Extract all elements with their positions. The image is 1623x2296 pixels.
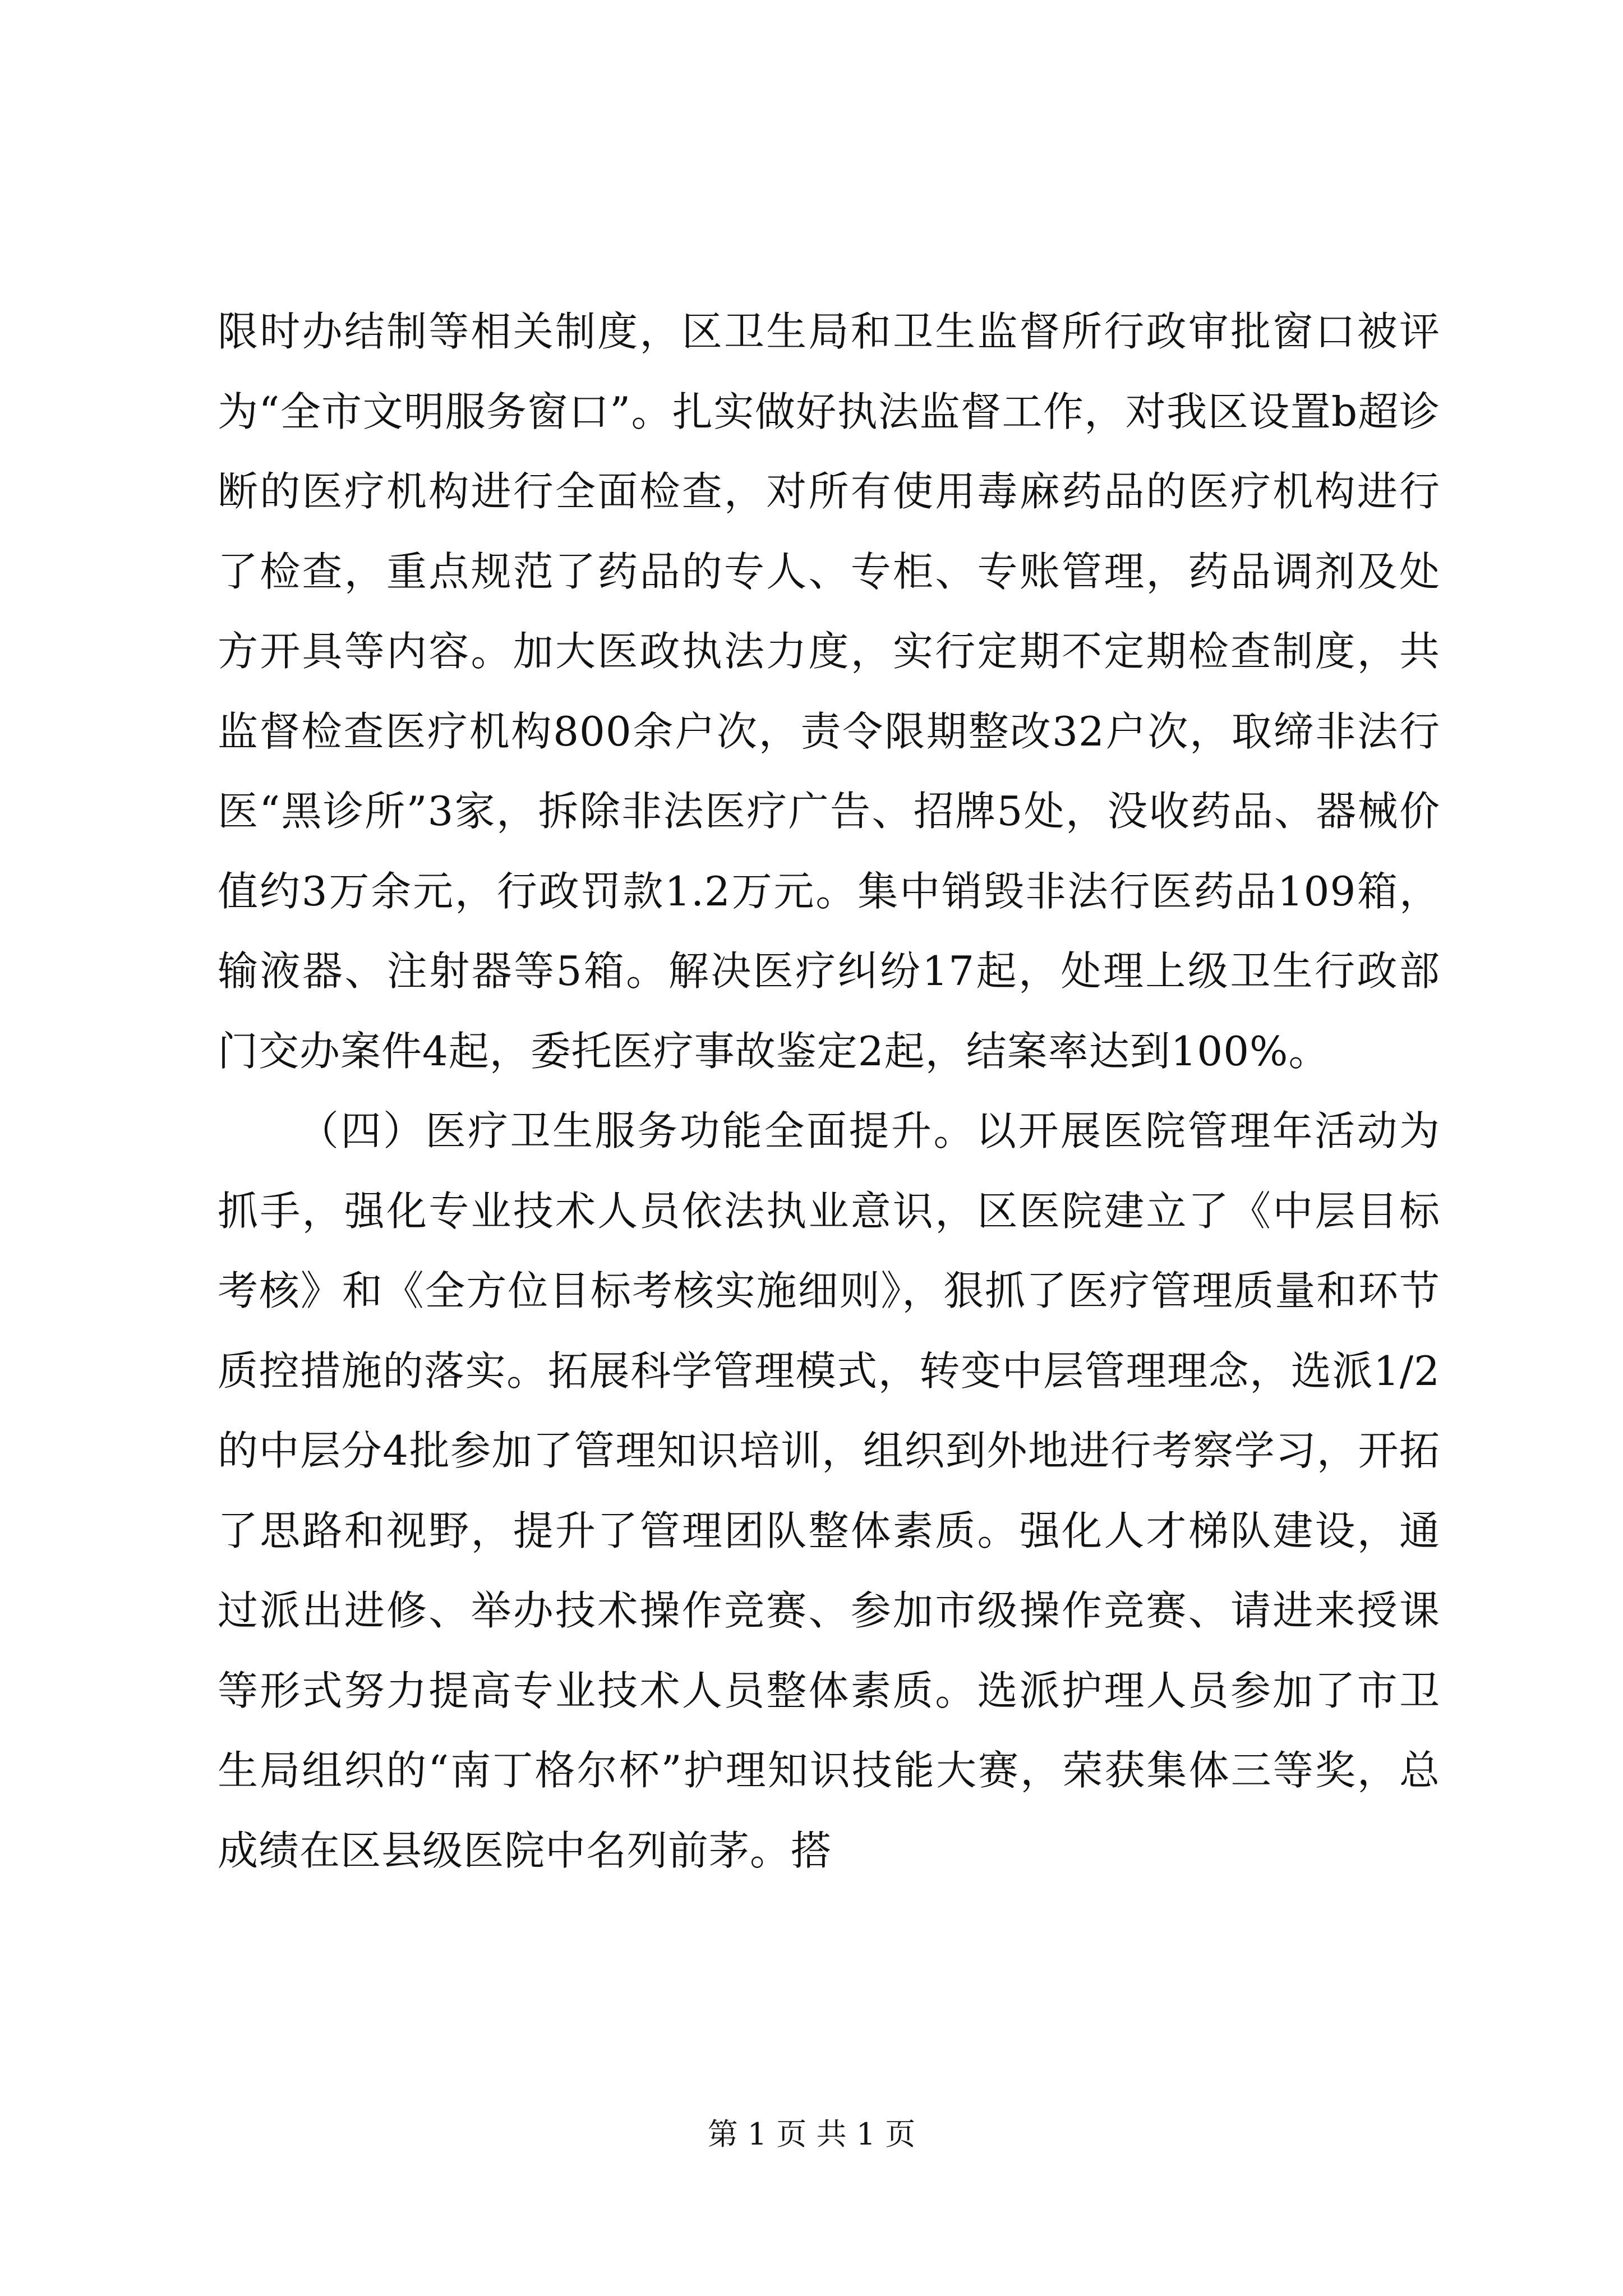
paragraph-1: 限时办结制等相关制度，区卫生局和卫生监督所行政审批窗口被评为“全市文明服务窗口”。扎实做好执法监督工作，对我区设置b超诊断的医疗机构进行全面检查，对所有使用毒麻药品的医疗机构进行了检查，重点规范了药品的专人、专柜、专账管理，药品调剂及处方开具等内容。加大医政执法力度，实行定期不定期检查制度，共监督检查医疗机构800余户次，责令限期整改32户次，取缔非法行医“黑诊所”3家，拆除非法医疗广告、招牌5处，没收药品、器械价值约3万余元，行政罚款1.2万元。集中销毁非法行医药品109箱，输液器、注射器等5箱。解决医疗纠纷17起，处理上级卫生行政部门交办案件4起，委托医疗事故鉴定2起，结案率达到100%。: [218, 308, 1440, 1075]
page-footer: 第 1 页 共 1 页: [707, 2116, 916, 2152]
body-text: [218, 292, 1440, 1890]
paragraph-2: （四）医疗卫生服务功能全面提升。以开展医院管理年活动为抓手，强化专业技术人员依法执业意识，区医院建立了《中层目标考核》和《全方位目标考核实施细则》，狠抓了医疗管理质量和环节质控措施的落实。拓展科学管理模式，转变中层管理理念，选派1/2的中层分4批参加了管理知识培训，组织到外地进行考察学习，开拓了思路和视野，提升了管理团队整体素质。强化人才梯队建设，通过派出进修、举办技术操作竞赛、参加市级操作竞赛、请进来授课等形式努力提高专业技术人员整体素质。选派护理人员参加了市卫生局组织的“南丁格尔杯”护理知识技能大赛，荣获集体三等奖，总成绩在区县级医院中名列前茅。搭: [218, 1107, 1440, 1874]
